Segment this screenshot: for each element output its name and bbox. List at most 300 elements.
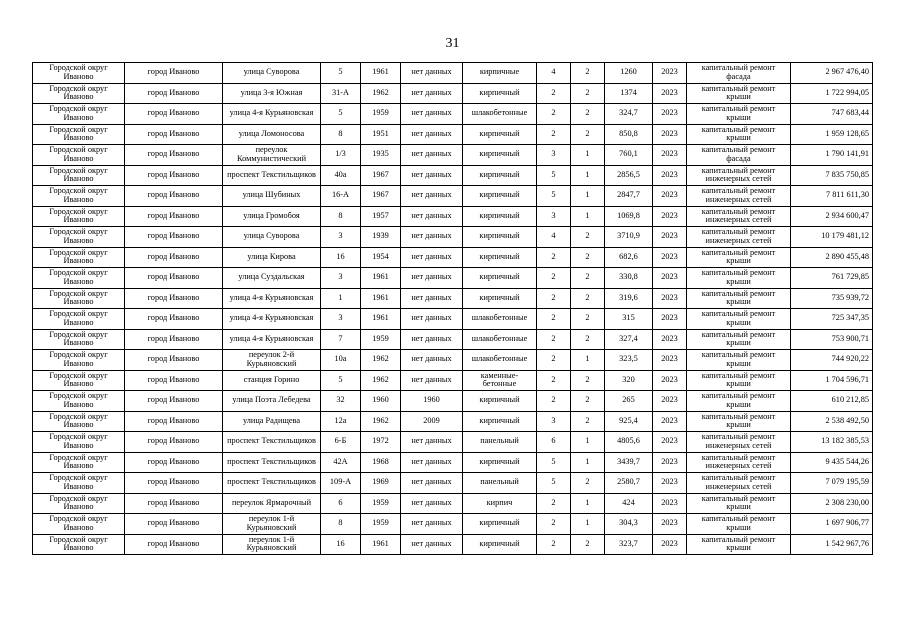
cell-settlement: город Иваново xyxy=(125,391,223,412)
cell-floors: 5 xyxy=(537,473,571,494)
cell-entrances: 2 xyxy=(571,288,605,309)
cell-build-year: 1961 xyxy=(361,288,401,309)
cell-renovation-year: нет данных xyxy=(401,63,463,84)
cell-street: улица Ломоносова xyxy=(223,124,321,145)
cell-build-year: 1959 xyxy=(361,329,401,350)
cell-floors: 2 xyxy=(537,350,571,371)
cell-plan-year: 2023 xyxy=(653,124,687,145)
cell-entrances: 2 xyxy=(571,63,605,84)
cell-settlement: город Иваново xyxy=(125,83,223,104)
cell-area: 682,6 xyxy=(605,247,653,268)
cell-build-year: 1962 xyxy=(361,370,401,391)
cell-wall-material: кирпичный xyxy=(463,411,537,432)
cell-wall-material: кирпичный xyxy=(463,206,537,227)
cell-repair-type: капитальный ремонт инженерных сетей xyxy=(687,206,791,227)
cell-municipality: Городской округ Иваново xyxy=(33,329,125,350)
cell-renovation-year: нет данных xyxy=(401,104,463,125)
cell-plan-year: 2023 xyxy=(653,534,687,555)
cell-floors: 4 xyxy=(537,227,571,248)
cell-house-number: 109-А xyxy=(321,473,361,494)
cell-repair-type: капитальный ремонт крыши xyxy=(687,83,791,104)
cell-area: 2580,7 xyxy=(605,473,653,494)
cell-street: проспект Текстильщиков xyxy=(223,473,321,494)
cell-repair-type: капитальный ремонт крыши xyxy=(687,411,791,432)
cell-street: улица 4-я Курьяновская xyxy=(223,309,321,330)
cell-entrances: 2 xyxy=(571,83,605,104)
cell-plan-year: 2023 xyxy=(653,514,687,535)
cell-repair-cost: 10 179 481,12 xyxy=(791,227,873,248)
cell-street: переулок 2-й Курьяновский xyxy=(223,350,321,371)
cell-area: 304,3 xyxy=(605,514,653,535)
table-row xyxy=(33,104,873,125)
cell-build-year: 1954 xyxy=(361,247,401,268)
cell-floors: 3 xyxy=(537,145,571,166)
cell-area: 265 xyxy=(605,391,653,412)
cell-build-year: 1961 xyxy=(361,63,401,84)
cell-settlement: город Иваново xyxy=(125,370,223,391)
cell-settlement: город Иваново xyxy=(125,124,223,145)
cell-municipality: Городской округ Иваново xyxy=(33,534,125,555)
cell-settlement: город Иваново xyxy=(125,452,223,473)
cell-plan-year: 2023 xyxy=(653,63,687,84)
cell-municipality: Городской округ Иваново xyxy=(33,247,125,268)
cell-house-number: 16-А xyxy=(321,186,361,207)
cell-entrances: 2 xyxy=(571,104,605,125)
cell-street: переулок 1-й Курьяновский xyxy=(223,514,321,535)
cell-floors: 2 xyxy=(537,83,571,104)
cell-floors: 5 xyxy=(537,452,571,473)
cell-municipality: Городской округ Иваново xyxy=(33,411,125,432)
cell-entrances: 2 xyxy=(571,411,605,432)
table-row xyxy=(33,452,873,473)
cell-renovation-year: нет данных xyxy=(401,145,463,166)
cell-repair-type: капитальный ремонт инженерных сетей xyxy=(687,452,791,473)
cell-repair-type: капитальный ремонт фасада xyxy=(687,145,791,166)
table-row xyxy=(33,227,873,248)
cell-repair-type: капитальный ремонт крыши xyxy=(687,350,791,371)
cell-settlement: город Иваново xyxy=(125,432,223,453)
cell-repair-cost: 7 811 611,30 xyxy=(791,186,873,207)
cell-house-number: 5 xyxy=(321,370,361,391)
cell-wall-material: кирпичный xyxy=(463,247,537,268)
cell-area: 1069,8 xyxy=(605,206,653,227)
cell-area: 760,1 xyxy=(605,145,653,166)
cell-municipality: Городской округ Иваново xyxy=(33,268,125,289)
cell-renovation-year: нет данных xyxy=(401,165,463,186)
cell-area: 850,8 xyxy=(605,124,653,145)
cell-house-number: 31-А xyxy=(321,83,361,104)
cell-street: проспект Текстильщиков xyxy=(223,452,321,473)
housing-repair-table xyxy=(32,62,873,555)
cell-repair-type: капитальный ремонт инженерных сетей xyxy=(687,432,791,453)
cell-repair-cost: 2 934 600,47 xyxy=(791,206,873,227)
cell-repair-type: капитальный ремонт крыши xyxy=(687,309,791,330)
cell-wall-material: шлакобетонные xyxy=(463,329,537,350)
cell-entrances: 1 xyxy=(571,493,605,514)
cell-renovation-year: нет данных xyxy=(401,370,463,391)
cell-area: 1260 xyxy=(605,63,653,84)
cell-wall-material: шлакобетонные xyxy=(463,104,537,125)
cell-municipality: Городской округ Иваново xyxy=(33,227,125,248)
cell-entrances: 2 xyxy=(571,309,605,330)
cell-wall-material: кирпичный xyxy=(463,288,537,309)
cell-repair-cost: 1 697 906,77 xyxy=(791,514,873,535)
cell-plan-year: 2023 xyxy=(653,432,687,453)
cell-plan-year: 2023 xyxy=(653,370,687,391)
table-row xyxy=(33,473,873,494)
cell-build-year: 1969 xyxy=(361,473,401,494)
cell-plan-year: 2023 xyxy=(653,145,687,166)
cell-repair-cost: 7 835 750,85 xyxy=(791,165,873,186)
cell-municipality: Городской округ Иваново xyxy=(33,165,125,186)
cell-floors: 5 xyxy=(537,165,571,186)
cell-floors: 2 xyxy=(537,329,571,350)
cell-build-year: 1959 xyxy=(361,104,401,125)
cell-house-number: 7 xyxy=(321,329,361,350)
cell-renovation-year: нет данных xyxy=(401,309,463,330)
cell-wall-material: кирпичный xyxy=(463,165,537,186)
cell-area: 323,5 xyxy=(605,350,653,371)
cell-plan-year: 2023 xyxy=(653,83,687,104)
cell-repair-cost: 2 967 476,40 xyxy=(791,63,873,84)
cell-settlement: город Иваново xyxy=(125,206,223,227)
cell-street: улица Кирова xyxy=(223,247,321,268)
cell-floors: 3 xyxy=(537,206,571,227)
cell-area: 319,6 xyxy=(605,288,653,309)
cell-municipality: Городской округ Иваново xyxy=(33,83,125,104)
cell-repair-type: капитальный ремонт инженерных сетей xyxy=(687,227,791,248)
cell-street: переулок Ярмарочный xyxy=(223,493,321,514)
cell-build-year: 1962 xyxy=(361,83,401,104)
cell-street: переулок 1-й Курьяновский xyxy=(223,534,321,555)
cell-house-number: 32 xyxy=(321,391,361,412)
cell-plan-year: 2023 xyxy=(653,411,687,432)
cell-repair-type: капитальный ремонт инженерных сетей xyxy=(687,186,791,207)
cell-settlement: город Иваново xyxy=(125,288,223,309)
cell-street: улица Суворова xyxy=(223,227,321,248)
table-row xyxy=(33,370,873,391)
cell-area: 925,4 xyxy=(605,411,653,432)
cell-repair-cost: 735 939,72 xyxy=(791,288,873,309)
page-number: 31 xyxy=(445,36,460,51)
cell-build-year: 1957 xyxy=(361,206,401,227)
cell-area: 1374 xyxy=(605,83,653,104)
cell-settlement: город Иваново xyxy=(125,329,223,350)
cell-plan-year: 2023 xyxy=(653,452,687,473)
cell-build-year: 1939 xyxy=(361,227,401,248)
table-row xyxy=(33,534,873,555)
cell-renovation-year: нет данных xyxy=(401,227,463,248)
cell-house-number: 5 xyxy=(321,63,361,84)
cell-municipality: Городской округ Иваново xyxy=(33,104,125,125)
cell-house-number: 1 xyxy=(321,288,361,309)
cell-wall-material: шлакобетонные xyxy=(463,309,537,330)
cell-plan-year: 2023 xyxy=(653,247,687,268)
cell-floors: 2 xyxy=(537,391,571,412)
cell-settlement: город Иваново xyxy=(125,473,223,494)
cell-repair-cost: 2 890 455,48 xyxy=(791,247,873,268)
table-row xyxy=(33,124,873,145)
cell-street: улица 3-я Южная xyxy=(223,83,321,104)
cell-build-year: 1967 xyxy=(361,186,401,207)
table-row xyxy=(33,493,873,514)
cell-entrances: 1 xyxy=(571,186,605,207)
cell-house-number: 3 xyxy=(321,309,361,330)
cell-plan-year: 2023 xyxy=(653,104,687,125)
cell-area: 320 xyxy=(605,370,653,391)
cell-repair-cost: 13 182 385,53 xyxy=(791,432,873,453)
cell-wall-material: кирпичный xyxy=(463,186,537,207)
cell-build-year: 1959 xyxy=(361,493,401,514)
cell-settlement: город Иваново xyxy=(125,309,223,330)
cell-build-year: 1935 xyxy=(361,145,401,166)
cell-floors: 2 xyxy=(537,247,571,268)
table-row xyxy=(33,391,873,412)
cell-plan-year: 2023 xyxy=(653,391,687,412)
cell-renovation-year: нет данных xyxy=(401,514,463,535)
cell-area: 2847,7 xyxy=(605,186,653,207)
cell-house-number: 6 xyxy=(321,493,361,514)
cell-street: проспект Текстильщиков xyxy=(223,432,321,453)
cell-settlement: город Иваново xyxy=(125,268,223,289)
cell-plan-year: 2023 xyxy=(653,309,687,330)
cell-repair-cost: 1 959 128,65 xyxy=(791,124,873,145)
cell-area: 323,7 xyxy=(605,534,653,555)
cell-house-number: 40а xyxy=(321,165,361,186)
cell-entrances: 1 xyxy=(571,514,605,535)
cell-build-year: 1951 xyxy=(361,124,401,145)
cell-repair-cost: 1 722 994,05 xyxy=(791,83,873,104)
table-body xyxy=(33,63,873,555)
cell-renovation-year: нет данных xyxy=(401,247,463,268)
cell-repair-type: капитальный ремонт крыши xyxy=(687,288,791,309)
cell-renovation-year: 1960 xyxy=(401,391,463,412)
cell-settlement: город Иваново xyxy=(125,186,223,207)
cell-house-number: 3 xyxy=(321,227,361,248)
cell-wall-material: шлакобетонные xyxy=(463,350,537,371)
cell-street: переулок Коммунистический xyxy=(223,145,321,166)
cell-repair-type: капитальный ремонт фасада xyxy=(687,63,791,84)
cell-build-year: 1962 xyxy=(361,350,401,371)
cell-municipality: Городской округ Иваново xyxy=(33,124,125,145)
cell-floors: 3 xyxy=(537,411,571,432)
cell-repair-type: капитальный ремонт крыши xyxy=(687,370,791,391)
table-row xyxy=(33,145,873,166)
cell-settlement: город Иваново xyxy=(125,165,223,186)
cell-entrances: 1 xyxy=(571,165,605,186)
cell-house-number: 8 xyxy=(321,124,361,145)
table-row xyxy=(33,268,873,289)
cell-renovation-year: нет данных xyxy=(401,83,463,104)
table-row xyxy=(33,83,873,104)
cell-repair-type: капитальный ремонт крыши xyxy=(687,329,791,350)
cell-repair-cost: 7 079 195,59 xyxy=(791,473,873,494)
cell-area: 324,7 xyxy=(605,104,653,125)
cell-plan-year: 2023 xyxy=(653,165,687,186)
cell-wall-material: панельный xyxy=(463,473,537,494)
cell-settlement: город Иваново xyxy=(125,247,223,268)
table-row xyxy=(33,63,873,84)
table-row xyxy=(33,514,873,535)
cell-repair-cost: 2 308 230,00 xyxy=(791,493,873,514)
cell-repair-cost: 9 435 544,26 xyxy=(791,452,873,473)
cell-repair-type: капитальный ремонт крыши xyxy=(687,268,791,289)
cell-municipality: Городской округ Иваново xyxy=(33,391,125,412)
cell-settlement: город Иваново xyxy=(125,350,223,371)
cell-settlement: город Иваново xyxy=(125,411,223,432)
cell-street: улица Поэта Лебедева xyxy=(223,391,321,412)
cell-area: 3710,9 xyxy=(605,227,653,248)
cell-wall-material: кирпичные xyxy=(463,63,537,84)
cell-wall-material: кирпичный xyxy=(463,534,537,555)
cell-house-number: 10а xyxy=(321,350,361,371)
cell-house-number: 12а xyxy=(321,411,361,432)
cell-repair-cost: 1 790 141,91 xyxy=(791,145,873,166)
cell-house-number: 5 xyxy=(321,104,361,125)
cell-municipality: Городской округ Иваново xyxy=(33,493,125,514)
cell-renovation-year: нет данных xyxy=(401,452,463,473)
cell-renovation-year: нет данных xyxy=(401,124,463,145)
cell-entrances: 1 xyxy=(571,432,605,453)
cell-entrances: 2 xyxy=(571,329,605,350)
cell-street: улица Суздальская xyxy=(223,268,321,289)
cell-repair-cost: 1 542 967,76 xyxy=(791,534,873,555)
cell-municipality: Городской округ Иваново xyxy=(33,473,125,494)
cell-entrances: 1 xyxy=(571,452,605,473)
cell-street: улица 4-я Курьяновская xyxy=(223,329,321,350)
cell-floors: 2 xyxy=(537,104,571,125)
cell-street: улица Радищева xyxy=(223,411,321,432)
cell-plan-year: 2023 xyxy=(653,350,687,371)
cell-wall-material: кирпичный xyxy=(463,83,537,104)
table-row xyxy=(33,309,873,330)
table-row xyxy=(33,329,873,350)
cell-wall-material: каменные- бетонные xyxy=(463,370,537,391)
cell-street: проспект Текстильщиков xyxy=(223,165,321,186)
cell-municipality: Городской округ Иваново xyxy=(33,514,125,535)
cell-floors: 2 xyxy=(537,534,571,555)
cell-entrances: 2 xyxy=(571,473,605,494)
cell-house-number: 16 xyxy=(321,534,361,555)
cell-repair-type: капитальный ремонт инженерных сетей xyxy=(687,473,791,494)
cell-floors: 5 xyxy=(537,186,571,207)
cell-repair-cost: 610 212,85 xyxy=(791,391,873,412)
cell-municipality: Городской округ Иваново xyxy=(33,288,125,309)
cell-street: улица 4-я Курьяновская xyxy=(223,288,321,309)
cell-repair-cost: 2 538 492,50 xyxy=(791,411,873,432)
cell-house-number: 16 xyxy=(321,247,361,268)
cell-floors: 2 xyxy=(537,493,571,514)
cell-floors: 6 xyxy=(537,432,571,453)
cell-build-year: 1961 xyxy=(361,534,401,555)
cell-repair-type: капитальный ремонт крыши xyxy=(687,514,791,535)
cell-plan-year: 2023 xyxy=(653,473,687,494)
cell-repair-cost: 744 920,22 xyxy=(791,350,873,371)
cell-plan-year: 2023 xyxy=(653,227,687,248)
cell-floors: 2 xyxy=(537,309,571,330)
cell-wall-material: кирпич xyxy=(463,493,537,514)
cell-repair-cost: 725 347,35 xyxy=(791,309,873,330)
cell-repair-cost: 753 900,71 xyxy=(791,329,873,350)
cell-area: 4805,6 xyxy=(605,432,653,453)
cell-entrances: 2 xyxy=(571,370,605,391)
cell-municipality: Городской округ Иваново xyxy=(33,186,125,207)
cell-repair-type: капитальный ремонт крыши xyxy=(687,124,791,145)
cell-settlement: город Иваново xyxy=(125,534,223,555)
cell-entrances: 1 xyxy=(571,145,605,166)
cell-wall-material: панельный xyxy=(463,432,537,453)
table-row xyxy=(33,350,873,371)
cell-street: улица Суворова xyxy=(223,63,321,84)
cell-house-number: 8 xyxy=(321,206,361,227)
cell-settlement: город Иваново xyxy=(125,227,223,248)
cell-renovation-year: нет данных xyxy=(401,186,463,207)
cell-build-year: 1960 xyxy=(361,391,401,412)
cell-settlement: город Иваново xyxy=(125,145,223,166)
cell-settlement: город Иваново xyxy=(125,104,223,125)
cell-build-year: 1972 xyxy=(361,432,401,453)
cell-plan-year: 2023 xyxy=(653,329,687,350)
cell-wall-material: кирпичный xyxy=(463,145,537,166)
cell-plan-year: 2023 xyxy=(653,206,687,227)
cell-house-number: 1/3 xyxy=(321,145,361,166)
cell-area: 315 xyxy=(605,309,653,330)
cell-municipality: Городской округ Иваново xyxy=(33,432,125,453)
cell-municipality: Городской округ Иваново xyxy=(33,63,125,84)
cell-street: станция Горино xyxy=(223,370,321,391)
cell-area: 3439,7 xyxy=(605,452,653,473)
cell-repair-cost: 761 729,85 xyxy=(791,268,873,289)
cell-floors: 2 xyxy=(537,288,571,309)
cell-municipality: Городской округ Иваново xyxy=(33,145,125,166)
cell-entrances: 2 xyxy=(571,534,605,555)
cell-build-year: 1961 xyxy=(361,268,401,289)
cell-plan-year: 2023 xyxy=(653,186,687,207)
cell-repair-cost: 747 683,44 xyxy=(791,104,873,125)
cell-repair-type: капитальный ремонт крыши xyxy=(687,104,791,125)
cell-municipality: Городской округ Иваново xyxy=(33,452,125,473)
cell-entrances: 1 xyxy=(571,350,605,371)
cell-build-year: 1968 xyxy=(361,452,401,473)
cell-repair-cost: 1 704 596,71 xyxy=(791,370,873,391)
cell-municipality: Городской округ Иваново xyxy=(33,370,125,391)
cell-floors: 2 xyxy=(537,370,571,391)
cell-municipality: Городской округ Иваново xyxy=(33,309,125,330)
cell-wall-material: кирпичный xyxy=(463,124,537,145)
cell-renovation-year: нет данных xyxy=(401,329,463,350)
cell-build-year: 1961 xyxy=(361,309,401,330)
cell-floors: 2 xyxy=(537,514,571,535)
cell-wall-material: кирпичный xyxy=(463,268,537,289)
table-row xyxy=(33,165,873,186)
table-row xyxy=(33,247,873,268)
table-row xyxy=(33,411,873,432)
cell-wall-material: кирпичный xyxy=(463,227,537,248)
cell-municipality: Городской округ Иваново xyxy=(33,206,125,227)
table-row xyxy=(33,288,873,309)
cell-area: 2856,5 xyxy=(605,165,653,186)
cell-wall-material: кирпичный xyxy=(463,391,537,412)
cell-renovation-year: нет данных xyxy=(401,493,463,514)
cell-house-number: 3 xyxy=(321,268,361,289)
cell-wall-material: кирпичный xyxy=(463,514,537,535)
cell-plan-year: 2023 xyxy=(653,288,687,309)
cell-plan-year: 2023 xyxy=(653,268,687,289)
cell-area: 327,4 xyxy=(605,329,653,350)
cell-floors: 4 xyxy=(537,63,571,84)
cell-area: 424 xyxy=(605,493,653,514)
cell-municipality: Городской округ Иваново xyxy=(33,350,125,371)
